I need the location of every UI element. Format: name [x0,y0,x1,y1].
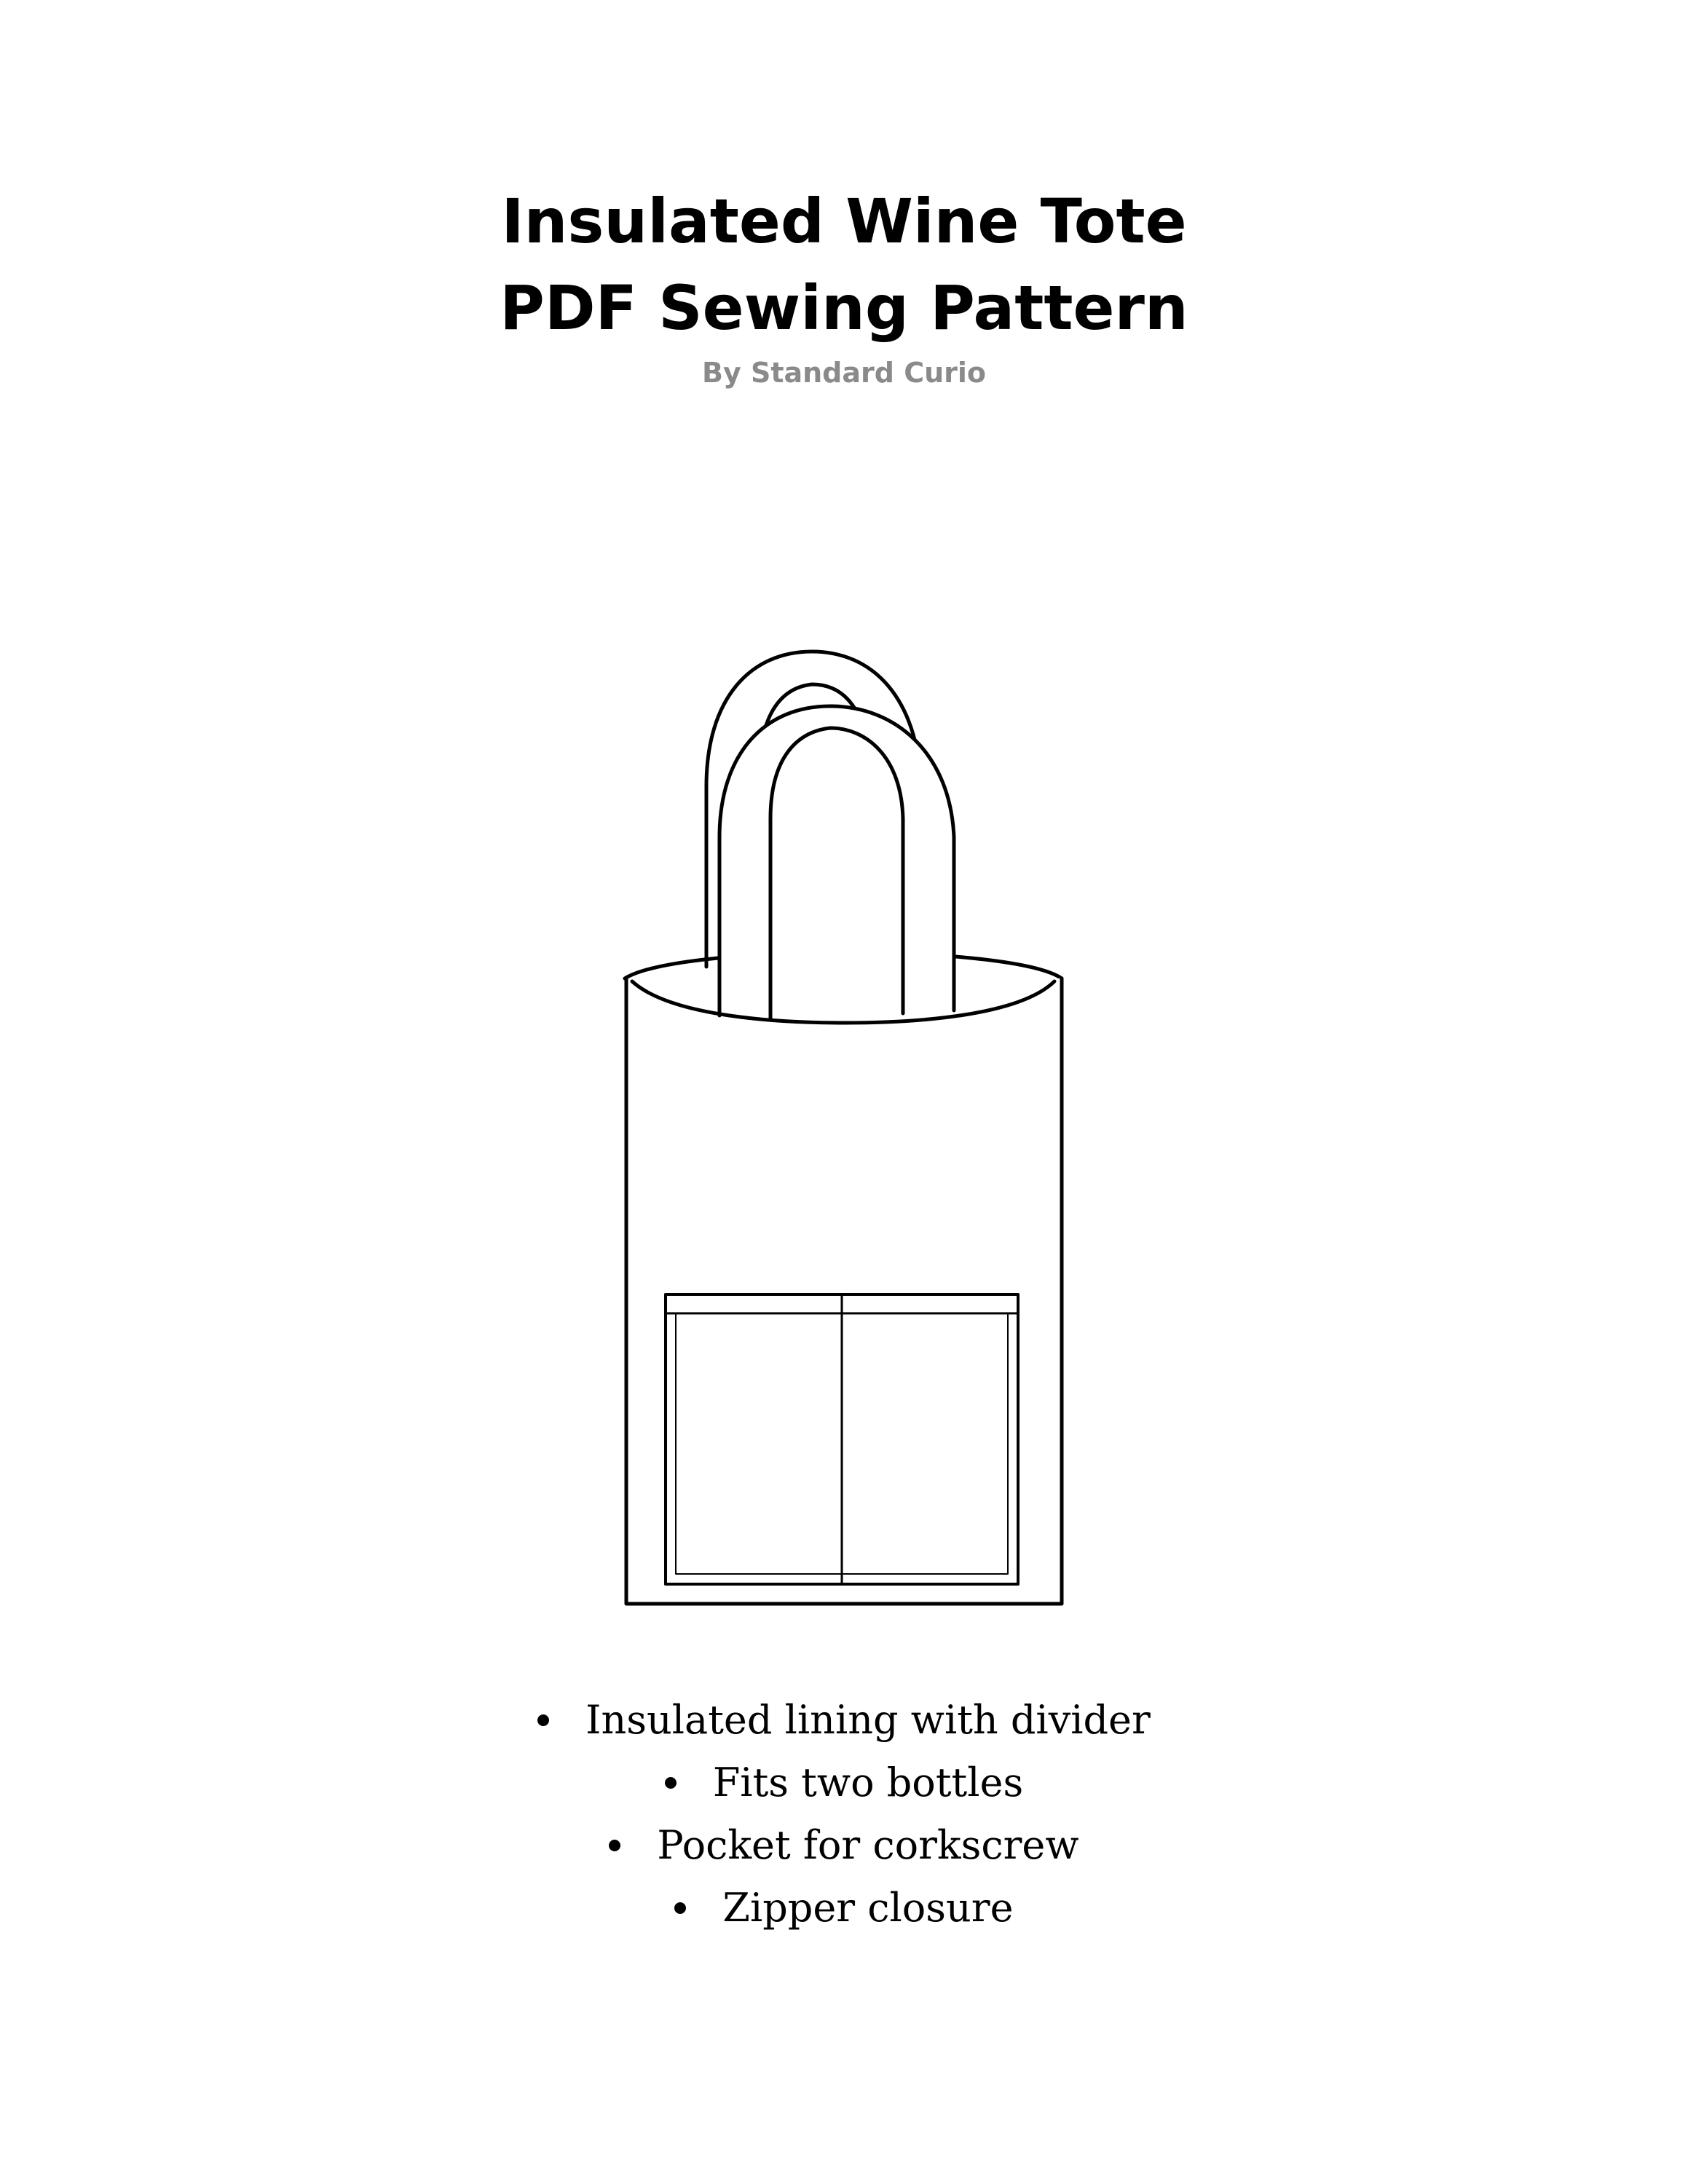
feature-item [0,1877,1688,1939]
title-line-2: PDF Sewing Pattern [500,272,1188,344]
feature-text: Zipper closure [722,1885,1014,1931]
front-handle-inner [770,728,903,1019]
feature-item [0,1689,1688,1752]
bullet-icon [537,1714,549,1726]
bullet-icon [665,1777,677,1789]
byline: By Standard Curio [701,357,987,389]
feature-item [0,1814,1688,1877]
feature-text: Fits two bottles [712,1760,1024,1805]
feature-text: Pocket for corkscrew [657,1822,1079,1868]
bullet-icon [674,1902,686,1914]
title-line-1: Insulated Wine Tote [501,186,1187,257]
feature-list [0,1689,1688,1939]
feature-text: Insulated lining with divider [585,1697,1151,1743]
feature-item [0,1752,1688,1814]
bullet-icon [609,1840,620,1851]
